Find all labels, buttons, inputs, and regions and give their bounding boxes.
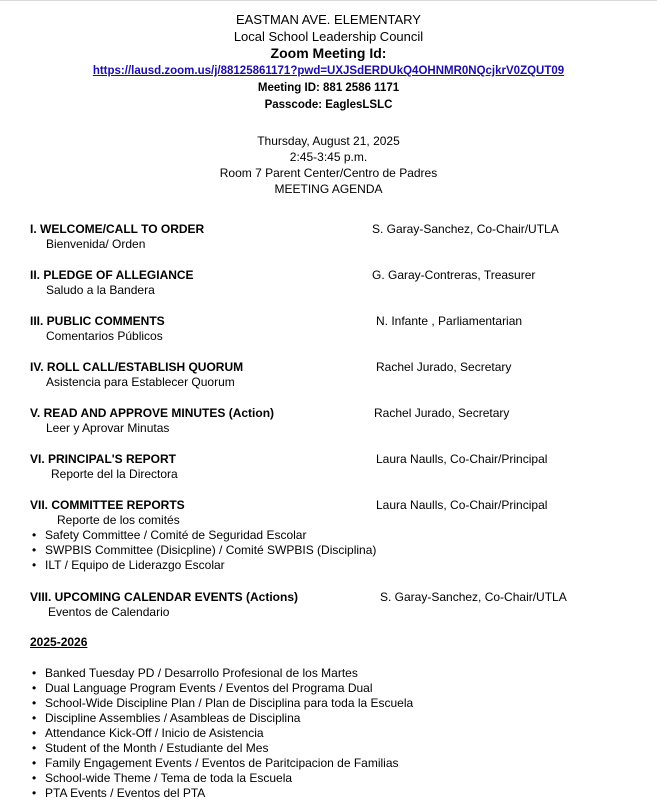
agenda-item-6	[30, 452, 630, 482]
agenda-item-subtitle: Reporte de los comités	[57, 513, 180, 527]
agenda-item-title: VIII. UPCOMING CALENDAR EVENTS (Actions)	[30, 590, 299, 604]
meeting-date: Thursday, August 21, 2025	[257, 134, 400, 148]
agenda-item-2	[30, 268, 630, 298]
council-name: Local School Leadership Council	[233, 29, 424, 44]
list-item: • Safety Committee / Comité de Seguridad Escolar	[30, 528, 376, 543]
list-item: • SWPBIS Committee (Disicpline) / Comité SWPBIS (Disciplina)	[30, 543, 376, 558]
year-heading: 2025-2026	[30, 635, 88, 649]
agenda-item-title: I. WELCOME/CALL TO ORDER	[30, 222, 205, 236]
agenda-item-1	[30, 222, 630, 252]
agenda-item-subtitle: Leer y Aprovar Minutas	[46, 421, 170, 435]
agenda-item-title: V. READ AND APPROVE MINUTES (Action)	[30, 406, 275, 420]
list-item: • Dual Language Program Events / Eventos del Programa Dual	[30, 681, 413, 696]
agenda-item-subtitle: Reporte del la Directora	[51, 467, 178, 481]
agenda-item-7	[30, 498, 630, 528]
committee-list	[30, 528, 376, 573]
list-item: • Family Engagement Events / Eventos de Paritcipacion de Familias	[30, 756, 413, 771]
list-item: • Banked Tuesday PD / Desarrollo Profesional de los Martes	[30, 666, 413, 681]
agenda-item-presenter: Laura Naulls, Co-Chair/Principal	[376, 452, 548, 466]
list-item: • ILT / Equipo de Liderazgo Escolar	[30, 558, 376, 573]
agenda-item-subtitle: Asistencia para Establecer Quorum	[46, 375, 235, 389]
agenda-item-title: VI. PRINCIPAL'S REPORT	[30, 452, 176, 466]
meeting-id: Meeting ID: 881 2586 1171	[257, 82, 400, 94]
agenda-item-presenter: Rachel Jurado, Secretary	[374, 406, 510, 420]
meeting-time: 2:45-3:45 p.m.	[289, 150, 368, 164]
agenda-item-subtitle: Comentarios Públicos	[46, 329, 163, 343]
list-item: • PTA Events / Eventos del PTA	[30, 786, 413, 801]
meeting-room: Room 7 Parent Center/Centro de Padres	[219, 166, 438, 180]
agenda-item-presenter: G. Garay-Contreras, Treasurer	[372, 268, 536, 282]
list-item: • Student of the Month / Estudiante del Mes	[30, 741, 413, 756]
agenda-item-presenter: S. Garay-Sanchez, Co-Chair/UTLA	[380, 590, 567, 604]
school-name: EASTMAN AVE. ELEMENTARY	[236, 12, 421, 27]
zoom-link[interactable]: https://lausd.zoom.us/j/88125861171?pwd=UXJSdERDUkQ4OHNMR0NQcjkrV0ZQUT09	[92, 65, 565, 77]
zoom-title: Zoom Meeting Id:	[270, 45, 387, 61]
agenda-item-4	[30, 360, 630, 390]
agenda-item-presenter: S. Garay-Sanchez, Co-Chair/UTLA	[372, 222, 559, 236]
agenda-item-5	[30, 406, 630, 436]
list-item: • Attendance Kick-Off / Inicio de Asistencia	[30, 726, 413, 741]
agenda-title: MEETING AGENDA	[274, 182, 383, 196]
list-item: • School-wide Theme / Tema de toda la Escuela	[30, 771, 413, 786]
agenda-item-title: III. PUBLIC COMMENTS	[30, 314, 165, 328]
agenda-item-8	[30, 590, 630, 620]
agenda-item-subtitle: Saludo a la Bandera	[46, 283, 155, 297]
list-item: • Discipline Assemblies / Asambleas de Disciplina	[30, 711, 413, 726]
agenda-item-3	[30, 314, 630, 344]
agenda-item-presenter: Laura Naulls, Co-Chair/Principal	[376, 498, 548, 512]
list-item: • School-Wide Discipline Plan / Plan de Disciplina para toda la Escuela	[30, 696, 413, 711]
agenda-item-presenter: N. Infante , Parliamentarian	[376, 314, 523, 328]
passcode: Passcode: EaglesLSLC	[264, 99, 393, 111]
agenda-item-subtitle: Eventos de Calendario	[48, 605, 170, 619]
agenda-item-title: II. PLEDGE OF ALLEGIANCE	[30, 268, 194, 282]
document-header	[0, 11, 657, 114]
agenda-item-subtitle: Bienvenida/ Orden	[46, 237, 146, 251]
events-list	[30, 666, 413, 801]
agenda-item-presenter: Rachel Jurado, Secretary	[376, 360, 512, 374]
agenda-item-title: VII. COMMITTEE REPORTS	[30, 498, 185, 512]
agenda-item-title: IV. ROLL CALL/ESTABLISH QUORUM	[30, 360, 244, 374]
meeting-details	[0, 133, 657, 197]
